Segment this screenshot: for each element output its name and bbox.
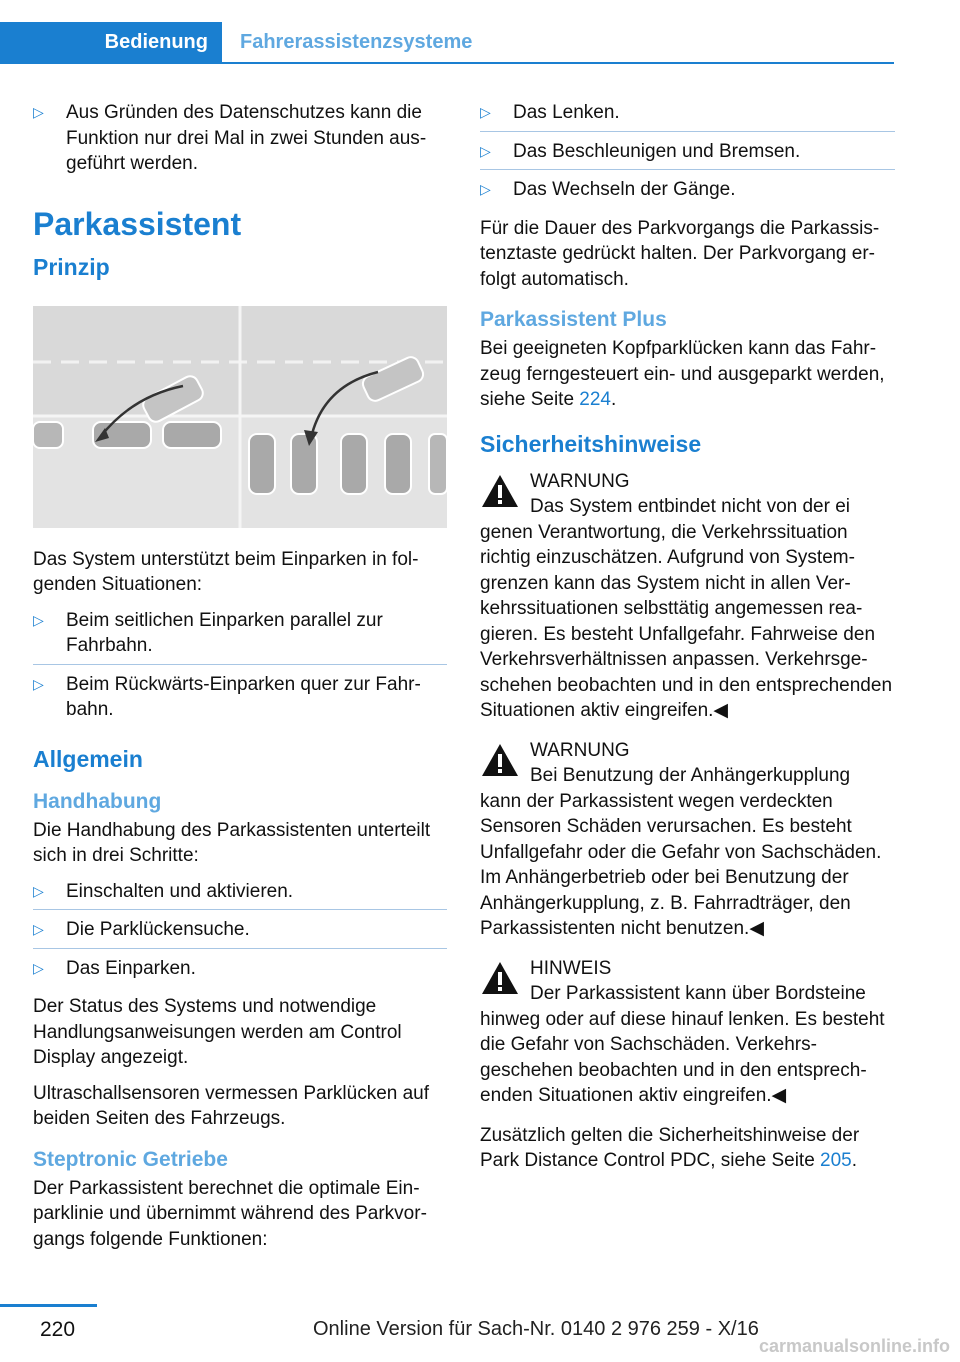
heading-parkassistent: Parkassistent	[33, 205, 242, 242]
warning-title: WARNUNG	[530, 470, 630, 492]
page-link-224[interactable]: 224	[579, 389, 611, 410]
bullet-triangle-icon: ▷	[33, 611, 44, 628]
zusaetzlich-text: Zusätzlich gelten die Sicherheitshinweise der Park Distance Control PDC, siehe Seite 205.	[480, 1124, 860, 1171]
functions-list	[480, 100, 895, 208]
ultraschall-text: Ultraschallsensoren vermessen Parklücken auf beiden Seiten des Fahrzeugs.	[33, 1082, 430, 1129]
heading-steptronic: Steptronic Getriebe	[33, 1147, 228, 1171]
heading-prinzip: Prinzip	[33, 253, 110, 280]
bullet-triangle-icon: ▷	[33, 104, 44, 120]
warning-triangle-icon	[480, 960, 520, 996]
online-version-text: Online Version für Sach-Nr. 0140 2 976 259 - X/16	[313, 1318, 759, 1340]
tab-fahrerassistenzsysteme[interactable]: Fahrerassistenzsysteme	[240, 31, 473, 53]
hint-title: HINWEIS	[530, 957, 612, 979]
right-column	[480, 100, 895, 1184]
footer-line	[0, 1304, 97, 1307]
left-column	[33, 100, 447, 1262]
steps-list	[33, 879, 447, 987]
handhabung-text: Die Handhabung des Parkassistenten unterteilt sich in drei Schritte:	[33, 819, 431, 866]
list-item: ▷ Das Beschleunigen und Bremsen.	[480, 139, 895, 171]
hint-text: hinweg oder auf diese hinauf lenken. Es besteht die Gefahr von Sachschäden. Verkehrsgeschehen beobachten und in den entsprechenden Situationen aktiv eingreifen.◀	[480, 1008, 885, 1106]
status-text: Der Status des Systems und notwendige Handlungsanweisungen werden am Control Display angezeigt.	[33, 996, 402, 1068]
header-tabs	[0, 22, 894, 64]
bullet-triangle-icon: ▷	[33, 882, 44, 899]
warning-triangle-icon	[480, 473, 520, 509]
list-item: ▷ Das Lenken.	[480, 100, 895, 132]
warning-triangle-icon	[480, 742, 520, 778]
parking-illustration	[33, 306, 447, 528]
list-item: ▷ Beim seitlichen Einparken parallel zur Fahrbahn.	[33, 608, 447, 665]
list-item: ▷ Aus Gründen des Datenschutzes kann die Funktion nur drei Mal in zwei Stunden ausgeführt werden.	[33, 102, 427, 174]
bullet-triangle-icon: ▷	[480, 104, 491, 120]
list-item: ▷ Die Parklückensuche.	[33, 917, 447, 949]
plus-text: Bei geeigneten Kopfparklücken kann das Fahrzeug ferngesteuert ein- und ausgeparkt werden, siehe Seite 224.	[480, 338, 885, 410]
list-item: ▷ Einschalten und aktivieren.	[33, 879, 447, 911]
bullet-triangle-icon: ▷	[480, 142, 491, 159]
heading-handhabung: Handhabung	[33, 789, 162, 813]
warning-title: WARNUNG	[530, 739, 630, 761]
warning-block	[480, 738, 895, 942]
heading-parkassistent-plus: Parkassistent Plus	[480, 308, 667, 331]
hint-text-first: Der Parkassistent kann über Bordsteine	[530, 983, 866, 1004]
dauer-text: Für die Dauer des Parkvorgangs die Parkassistenztaste gedrückt halten. Der Parkvorgang erfolgt automatisch.	[480, 217, 880, 290]
warning-text-first: Das System entbindet nicht von der ei	[530, 496, 851, 517]
tab-bedienung[interactable]: Bedienung	[0, 22, 222, 62]
list-item: ▷ Das Wechseln der Gänge.	[480, 177, 895, 208]
heading-sicherheitshinweise: Sicherheitshinweise	[480, 430, 702, 457]
steptronic-text: Der Parkassistent berechnet die optimale Einparklinie und übernimmt während des Parkvorgangs folgende Funktionen:	[33, 1177, 427, 1250]
hint-block	[480, 956, 895, 1109]
warning-text: genen Verantwortung, die Verkehrssituation richtig einzuschätzen. Aufgrund von Systemgrenzen kann das System nicht in allen Verkehrssituationen selbsttätig angemessen reagieren. Es besteht Unfallgefahr. Fahrweise den Verkehrsverhältnissen anpassen. Verkehrsgeschehen beobachten und in den entsprechenden Situationen aktiv eingreifen.◀	[480, 521, 893, 721]
list-item: ▷ Das Einparken.	[33, 956, 447, 987]
intro-list	[33, 100, 447, 182]
warning-block	[480, 469, 895, 724]
page-link-205[interactable]: 205	[820, 1150, 852, 1171]
bullet-triangle-icon: ▷	[33, 921, 44, 937]
bullet-triangle-icon: ▷	[33, 959, 44, 976]
situations-list	[33, 608, 447, 728]
bullet-triangle-icon: ▷	[480, 181, 491, 197]
watermark: carmanualsonline.info	[758, 1336, 950, 1356]
warning-text: kann der Parkassistent wegen verdeckten Sensoren Schäden verursachen. Es besteht Unfallgefahr oder die Gefahr von Sachschäden. Im Anhängerbetrieb oder bei Benutzung der Anhängerkupplung, z. B. Fahrradträger, den Parkassistenten nicht benutzen.◀	[480, 790, 882, 939]
page-number: 220	[40, 1318, 76, 1341]
warning-text-first: Bei Benutzung der Anhängerkupplung	[530, 765, 851, 786]
heading-allgemein: Allgemein	[33, 745, 143, 772]
system-text: Das System unterstützt beim Einparken in folgenden Situationen:	[33, 548, 419, 595]
bullet-triangle-icon: ▷	[33, 675, 44, 692]
list-item: ▷ Beim Rückwärts-Einparken quer zur Fahrbahn.	[33, 673, 421, 720]
